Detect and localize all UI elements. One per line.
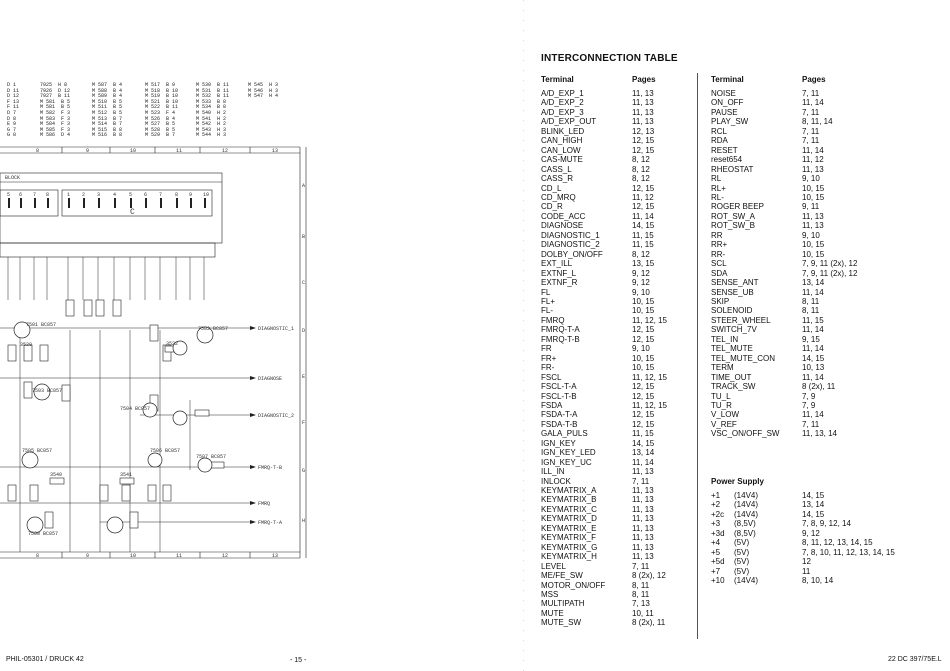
terminal-cell: FL-: [541, 306, 553, 316]
pages-cell: 11, 13: [802, 221, 824, 231]
pages-cell: 11, 14: [802, 145, 824, 155]
ref-col-1: D 1 D 11 D 12 F 13 F 11 D 7 D 8 E 9 G 7 G 8: [7, 82, 20, 139]
terminal-cell: KEYMATRIX_G: [541, 542, 598, 552]
pages-cell: 7, 11: [632, 476, 650, 486]
pages-cell: 9, 10: [802, 230, 820, 240]
terminal-cell: EXTNF_L: [541, 268, 577, 278]
pages-column-right: [802, 89, 857, 439]
component-label: 3540: [50, 472, 63, 478]
pages-cell: 11, 12, 15: [632, 400, 667, 410]
pages-cell: 11, 15: [632, 230, 654, 240]
terminal-cell: FL: [541, 287, 551, 297]
pages-cell: 13, 15: [632, 259, 655, 269]
power-pages-column: [802, 491, 895, 586]
grid-letter: B: [302, 234, 306, 240]
power-pages-cell: 14, 15: [802, 509, 825, 519]
column-header-pages: Pages: [632, 75, 656, 84]
pages-cell: 11, 13: [632, 486, 654, 496]
connector-pin-number: 6: [144, 192, 148, 198]
grid-letter: D: [302, 328, 306, 334]
terminal-cell: STEER_WHEEL: [711, 315, 771, 325]
grid-number: 11: [176, 148, 183, 154]
pages-cell: 11, 13: [632, 107, 654, 117]
terminal-cell: BLINK_LED: [541, 126, 585, 136]
terminal-cell: INLOCK: [541, 476, 571, 486]
terminal-cell: KEYMATRIX_B: [541, 495, 597, 505]
terminal-cell: ROT_SW_A: [711, 211, 756, 221]
terminal-cell: TIME_OUT: [711, 372, 752, 382]
pages-cell: 11, 13: [632, 542, 654, 552]
pages-cell: 14, 15: [632, 438, 655, 448]
pages-column-left: [632, 89, 667, 628]
pages-cell: 11, 13: [632, 552, 654, 562]
pages-cell: 11, 15: [802, 315, 824, 325]
pages-cell: 11, 13: [632, 467, 654, 477]
power-voltage-column: [734, 491, 758, 586]
pages-cell: 11, 13: [632, 89, 654, 98]
pages-cell: 14, 15: [802, 353, 825, 363]
pages-cell: 13, 14: [632, 448, 655, 458]
pages-cell: 12, 15: [632, 145, 655, 155]
terminal-cell: ME/FE_SW: [541, 571, 583, 581]
power-pages-cell: 13, 14: [802, 500, 825, 510]
ref-col-5: M 530 B 11 M 531 B 11 M 532 B 11 M 533 B 8 M 534 B 8 M 540 H 2 M 541 H 2 M 542 H 2 M 543 H 3 M 544 H 3: [196, 82, 230, 139]
terminal-cell: SOLENOID: [711, 306, 753, 316]
pages-cell: 11, 14: [802, 287, 824, 297]
terminal-cell: FL+: [541, 296, 556, 306]
terminal-cell: RL+: [711, 183, 726, 193]
pages-cell: 12, 15: [632, 325, 655, 335]
pages-cell: 10, 15: [802, 183, 825, 193]
terminal-cell: TERM: [711, 363, 734, 373]
terminal-cell: FSCL: [541, 372, 562, 382]
connector-pin-number: 6: [19, 192, 23, 198]
pages-cell: 12, 13: [632, 126, 655, 136]
pages-cell: 10, 13: [802, 363, 825, 373]
power-terminal-cell: +3: [711, 519, 721, 529]
terminal-cell: FR: [541, 344, 552, 354]
pages-cell: 11, 13: [632, 523, 654, 533]
pages-cell: 9, 10: [802, 174, 820, 184]
connector-pin-number: 8: [175, 192, 179, 198]
grid-letter: H: [302, 518, 306, 524]
terminal-cell: FSCL-T-B: [541, 391, 577, 401]
terminal-cell: MULTIPATH: [541, 599, 585, 609]
terminal-cell: MUTE_SW: [541, 618, 581, 628]
power-terminal-cell: +1: [711, 491, 721, 500]
pages-cell: 11, 13: [632, 98, 654, 108]
pages-cell: 11, 14: [802, 344, 824, 354]
power-terminal-cell: +5d: [711, 557, 725, 567]
signal-diagnostic-2: DIAGNOSTIC_2: [258, 413, 295, 419]
pages-cell: 14, 15: [632, 221, 655, 231]
pages-cell: 11, 12: [632, 192, 654, 202]
power-terminal-cell: +3d: [711, 528, 725, 538]
power-voltage-cell: (8,5V): [734, 528, 756, 538]
terminal-cell: KEYMATRIX_H: [541, 552, 597, 562]
pages-cell: 10, 15: [802, 192, 825, 202]
grid-number: 9: [86, 148, 90, 154]
terminal-cell: KEYMATRIX_A: [541, 486, 597, 496]
pages-cell: 10, 15: [632, 353, 655, 363]
power-voltage-cell: (14V4): [734, 576, 759, 586]
pages-cell: 12, 15: [632, 136, 655, 146]
power-pages-cell: 11: [802, 566, 811, 576]
pages-cell: 10, 15: [632, 363, 655, 373]
terminal-cell: V_REF: [711, 419, 737, 429]
power-terminal-cell: +10: [711, 576, 725, 586]
connector-pin-number: 8: [46, 192, 50, 198]
pages-cell: 11, 13: [802, 211, 824, 221]
pages-cell: 8, 12: [632, 249, 650, 259]
power-pages-cell: 9, 12: [802, 528, 820, 538]
pages-cell: 11, 13: [802, 164, 824, 174]
pages-cell: 13, 14: [802, 278, 825, 288]
pages-cell: 12, 15: [632, 419, 655, 429]
terminal-cell: RHEOSTAT: [711, 164, 754, 174]
pages-cell: 7, 11: [632, 561, 650, 571]
terminal-cell: RR: [711, 230, 723, 240]
power-voltage-cell: (14V4): [734, 491, 759, 500]
terminal-cell: RR+: [711, 240, 728, 250]
power-voltage-cell: (14V4): [734, 500, 759, 510]
pages-cell: 9, 10: [632, 287, 650, 297]
pages-cell: 11, 14: [802, 410, 824, 420]
terminal-cell: CASS_L: [541, 164, 572, 174]
terminal-cell: MOTOR_ON/OFF: [541, 580, 606, 590]
terminal-cell: A/D_EXP_3: [541, 107, 584, 117]
pages-cell: 10, 11: [632, 608, 654, 618]
component-label: 3522: [166, 341, 179, 347]
terminal-cell: reset654: [711, 155, 743, 165]
pages-cell: 11, 12, 15: [632, 315, 667, 325]
pages-cell: 7, 9, 11 (2x), 12: [802, 259, 858, 269]
pages-cell: 8, 11: [802, 296, 820, 306]
terminal-cell: DOLBY_ON/OFF: [541, 249, 603, 259]
terminal-cell: LEVEL: [541, 561, 566, 571]
pages-cell: 11, 15: [632, 240, 654, 250]
pages-cell: 7, 11: [802, 136, 820, 146]
power-pages-cell: 12: [802, 557, 811, 567]
terminal-cell: FR-: [541, 363, 555, 373]
page-fold-divider: [523, 0, 524, 671]
terminal-cell: KEYMATRIX_E: [541, 523, 597, 533]
terminal-cell: CD_L: [541, 183, 562, 193]
terminal-column-right: [711, 89, 779, 439]
power-terminal-cell: +7: [711, 566, 721, 576]
component-label: 7506 BC857: [150, 448, 181, 454]
pages-cell: 11, 13, 14: [802, 429, 837, 439]
terminal-cell: MUTE: [541, 608, 564, 618]
pages-cell: 11, 12, 15: [632, 372, 667, 382]
page-number: - 15 -: [290, 657, 307, 664]
power-voltage-cell: (8,5V): [734, 519, 756, 529]
signal-fmrq-t-a: FMRQ-T-A: [258, 520, 283, 526]
pages-cell: 12, 15: [632, 391, 655, 401]
grid-letter: E: [302, 374, 306, 380]
connector-c-label: C: [130, 208, 135, 217]
power-terminal-cell: +5: [711, 547, 721, 557]
connector-pin-number: 9: [189, 192, 193, 198]
power-voltage-cell: (5V): [734, 547, 750, 557]
connector-pin-number: 4: [113, 192, 117, 198]
pages-cell: 8, 12: [632, 155, 650, 165]
grid-letter: C: [302, 280, 306, 286]
connector-pin-number: 2: [82, 192, 86, 198]
grid-number: 8: [36, 148, 40, 154]
grid-number: 10: [130, 553, 137, 559]
power-voltage-cell: (5V): [734, 557, 750, 567]
grid-number: 10: [130, 148, 137, 154]
terminal-cell: NOISE: [711, 89, 736, 98]
terminal-cell: TU_L: [711, 391, 731, 401]
pages-cell: 11, 12: [802, 155, 824, 165]
pages-cell: 8, 11: [632, 590, 650, 600]
pages-cell: 8, 11: [802, 306, 820, 316]
block-label: BLOCK: [5, 175, 21, 181]
terminal-cell: IGN_KEY_LED: [541, 448, 596, 458]
terminal-cell: VSC_ON/OFF_SW: [711, 429, 780, 439]
pages-cell: 7, 9: [802, 400, 816, 410]
terminal-cell: FSDA-T-B: [541, 419, 578, 429]
terminal-cell: CD_MRQ: [541, 192, 576, 202]
pages-cell: 9, 11: [802, 202, 820, 212]
table-divider: [697, 73, 698, 639]
component-label: 7507 BC857: [196, 454, 227, 460]
terminal-cell: ROT_SW_B: [711, 221, 756, 231]
terminal-cell: FR+: [541, 353, 557, 363]
power-terminal-cell: +2: [711, 500, 721, 510]
component-label: 7501 BC857: [26, 322, 57, 328]
terminal-cell: SWITCH_7V: [711, 325, 757, 335]
pages-cell: 7, 9: [802, 391, 816, 401]
component-label: 3541: [120, 472, 133, 478]
terminal-cell: FSDA-T-A: [541, 410, 578, 420]
power-supply-title: Power Supply: [711, 477, 764, 486]
pages-cell: 11, 13: [632, 504, 654, 514]
column-header-pages: Pages: [802, 75, 826, 84]
pages-cell: 8 (2x), 12: [632, 571, 666, 581]
footer-left: PHIL-05301 / DRUCK 42: [6, 656, 84, 663]
pages-cell: 8 (2x), 11: [632, 618, 666, 628]
terminal-cell: DIAGNOSTIC_1: [541, 230, 600, 240]
pages-cell: 7, 11: [802, 107, 820, 117]
signal-fmrq-t-b: FMRQ-T-B: [258, 465, 283, 471]
pages-cell: 11, 13: [632, 533, 654, 543]
pages-cell: 11, 13: [632, 495, 654, 505]
pages-cell: 9, 12: [632, 278, 650, 288]
connector-pin-number: 3: [97, 192, 101, 198]
terminal-cell: EXTNF_R: [541, 278, 578, 288]
column-header-terminal: Terminal: [541, 75, 574, 84]
pages-cell: 11, 14: [802, 372, 824, 382]
pages-cell: 11, 13: [632, 514, 654, 524]
grid-number: 12: [222, 553, 229, 559]
terminal-cell: DIAGNOSTIC_2: [541, 240, 600, 250]
grid-letter: A: [302, 183, 306, 189]
terminal-cell: SCL: [711, 259, 727, 269]
power-voltage-cell: (5V): [734, 566, 750, 576]
terminal-cell: RDA: [711, 136, 728, 146]
signal-diagnose: DIAGNOSE: [258, 376, 283, 382]
pages-cell: 7, 9, 11 (2x), 12: [802, 268, 858, 278]
terminal-cell: CD_R: [541, 202, 563, 212]
pages-cell: 8, 11: [632, 580, 650, 590]
terminal-cell: KEYMATRIX_D: [541, 514, 597, 524]
pages-cell: 12, 15: [632, 382, 655, 392]
terminal-cell: IGN_KEY_UC: [541, 457, 592, 467]
terminal-cell: A/D_EXP_2: [541, 98, 584, 108]
pages-cell: 10, 15: [632, 296, 655, 306]
pages-cell: 12, 15: [632, 183, 655, 193]
terminal-cell: TEL_IN: [711, 334, 739, 344]
pages-cell: 11, 15: [632, 429, 654, 439]
terminal-cell: TEL_MUTE_CON: [711, 353, 776, 363]
connector-pin-number: 10: [203, 192, 210, 198]
component-label: 3520: [20, 342, 33, 348]
terminal-cell: RL-: [711, 192, 724, 202]
pages-cell: 10, 15: [632, 306, 655, 316]
ref-col-2: 7925 H 8 7926 D 12 7927 B 11 M 581 B 5 M 581 B 5 M 582 F 3 M 583 F 3 M 584 F 3 M 585 F 3 M 586 D 4: [40, 82, 71, 139]
terminal-cell: FMRQ-T-B: [541, 334, 580, 344]
connector-pin-number: 5: [129, 192, 133, 198]
schematic-diagram: [0, 0, 330, 671]
component-label: 7503 BC857: [32, 388, 63, 394]
connector-pin-number: 7: [159, 192, 163, 198]
terminal-cell: EXT_ILL: [541, 259, 573, 269]
grid-number: 13: [272, 148, 279, 154]
terminal-cell: CAN_LOW: [541, 145, 581, 155]
component-label: 7502 BC857: [198, 326, 229, 332]
power-voltage-cell: (14V4): [734, 509, 759, 519]
terminal-cell: TEL_MUTE: [711, 344, 753, 354]
terminal-cell: KEYMATRIX_F: [541, 533, 596, 543]
pages-cell: 9, 12: [632, 268, 650, 278]
pages-cell: 9, 15: [802, 334, 820, 344]
pages-cell: 11, 14: [802, 325, 824, 335]
pages-cell: 11, 13: [632, 117, 654, 127]
power-terminal-cell: +2c: [711, 509, 725, 519]
pages-cell: 10, 15: [802, 249, 825, 259]
power-pages-cell: 8, 10, 14: [802, 576, 834, 586]
terminal-cell: ROGER BEEP: [711, 202, 764, 212]
power-pages-cell: 7, 8, 9, 12, 14: [802, 519, 851, 529]
terminal-cell: IGN_KEY: [541, 438, 576, 448]
pages-cell: 7, 11: [802, 419, 820, 429]
terminal-cell: TU_R: [711, 400, 732, 410]
grid-number: 11: [176, 553, 183, 559]
terminal-cell: MSS: [541, 590, 559, 600]
grid-letter: F: [302, 420, 306, 426]
terminal-cell: V_LOW: [711, 410, 740, 420]
terminal-cell: FMRQ-T-A: [541, 325, 580, 335]
grid-number: 12: [222, 148, 229, 154]
terminal-cell: SDA: [711, 268, 728, 278]
pages-cell: 7, 13: [632, 599, 650, 609]
connector-pin-number: 7: [33, 192, 37, 198]
grid-number: 9: [86, 553, 90, 559]
ref-col-4: M 517 B 9 M 518 B 10 M 519 B 10 M 521 B 10 M 522 B 11 M 523 F 4 M 526 B 4 M 527 B 5 M 528 B 5 M 529 B 7: [145, 82, 179, 139]
footer-right: 22 DC 397/75E.L: [888, 656, 942, 663]
component-label: 7508 BC857: [28, 531, 59, 537]
grid-number: 13: [272, 553, 279, 559]
terminal-cell: TRACK_SW: [711, 382, 756, 392]
terminal-cell: FSCL-T-A: [541, 382, 577, 392]
power-pages-cell: 8, 11, 12, 13, 14, 15: [802, 538, 873, 548]
terminal-cell: A/D_EXP_OUT: [541, 117, 597, 127]
pages-cell: 8, 12: [632, 174, 650, 184]
pages-cell: 8 (2x), 11: [802, 382, 836, 392]
terminal-cell: CODE_ACC: [541, 211, 586, 221]
column-header-terminal: Terminal: [711, 75, 744, 84]
connector-pin-number: 5: [7, 192, 11, 198]
terminal-cell: CAN_HIGH: [541, 136, 583, 146]
terminal-cell: SENSE_ANT: [711, 278, 759, 288]
terminal-cell: ILL_IN: [541, 467, 565, 477]
ref-col-3: M 587 B 4 M 588 B 4 M 589 B 4 M 510 B 5 M 511 B 5 M 512 B 5 M 513 B 7 M 514 B 7 M 515 B 8 M 516 B 8: [92, 82, 123, 139]
pages-cell: 7, 11: [802, 126, 820, 136]
signal-diagnostic-1: DIAGNOSTIC_1: [258, 326, 295, 332]
page-title: INTERCONNECTION TABLE: [541, 53, 678, 64]
terminal-cell: PAUSE: [711, 107, 738, 117]
pages-cell: 11, 14: [802, 98, 824, 108]
terminal-cell: GALA_PULS: [541, 429, 588, 439]
terminal-cell: PLAY_SW: [711, 117, 749, 127]
terminal-cell: RR-: [711, 249, 726, 259]
pages-cell: 7, 11: [802, 89, 820, 98]
pages-cell: 11, 14: [632, 211, 654, 221]
terminal-cell: ON_OFF: [711, 98, 744, 108]
connector-pin-number: 1: [67, 192, 71, 198]
terminal-cell: CASS_R: [541, 174, 574, 184]
pages-cell: 12, 15: [632, 334, 655, 344]
ref-col-6: M 545 H 3 M 546 H 3 M 547 H 4: [248, 82, 279, 100]
terminal-column-left: [541, 89, 605, 628]
grid-letter: G: [302, 468, 306, 474]
power-terminal-cell: +4: [711, 538, 721, 548]
terminal-cell: KEYMATRIX_C: [541, 504, 597, 514]
pages-cell: 8, 11, 14: [802, 117, 833, 127]
terminal-cell: RCL: [711, 126, 728, 136]
component-label: 7504 BC857: [120, 406, 151, 412]
pages-cell: 12, 15: [632, 202, 655, 212]
terminal-cell: FSDA: [541, 400, 563, 410]
terminal-cell: DIAGNOSE: [541, 221, 584, 231]
terminal-cell: CAS-MUTE: [541, 155, 583, 165]
component-label: 7505 BC857: [22, 448, 53, 454]
power-pages-cell: 7, 8, 10, 11, 12, 13, 14, 15: [802, 547, 895, 557]
power-terminal-column: [711, 491, 725, 586]
pages-cell: 11, 14: [632, 457, 654, 467]
terminal-cell: SKIP: [711, 296, 730, 306]
pages-cell: 10, 15: [802, 240, 825, 250]
pages-cell: 9, 10: [632, 344, 650, 354]
grid-number: 8: [36, 553, 40, 559]
terminal-cell: A/D_EXP_1: [541, 89, 584, 98]
terminal-cell: RL: [711, 174, 722, 184]
signal-fmrq: FMRQ: [258, 501, 271, 507]
power-voltage-cell: (5V): [734, 538, 750, 548]
terminal-cell: RESET: [711, 145, 738, 155]
terminal-cell: FMRQ: [541, 315, 565, 325]
terminal-cell: SENSE_UB: [711, 287, 754, 297]
power-pages-cell: 14, 15: [802, 491, 825, 500]
pages-cell: 8, 12: [632, 164, 650, 174]
pages-cell: 12, 15: [632, 410, 655, 420]
